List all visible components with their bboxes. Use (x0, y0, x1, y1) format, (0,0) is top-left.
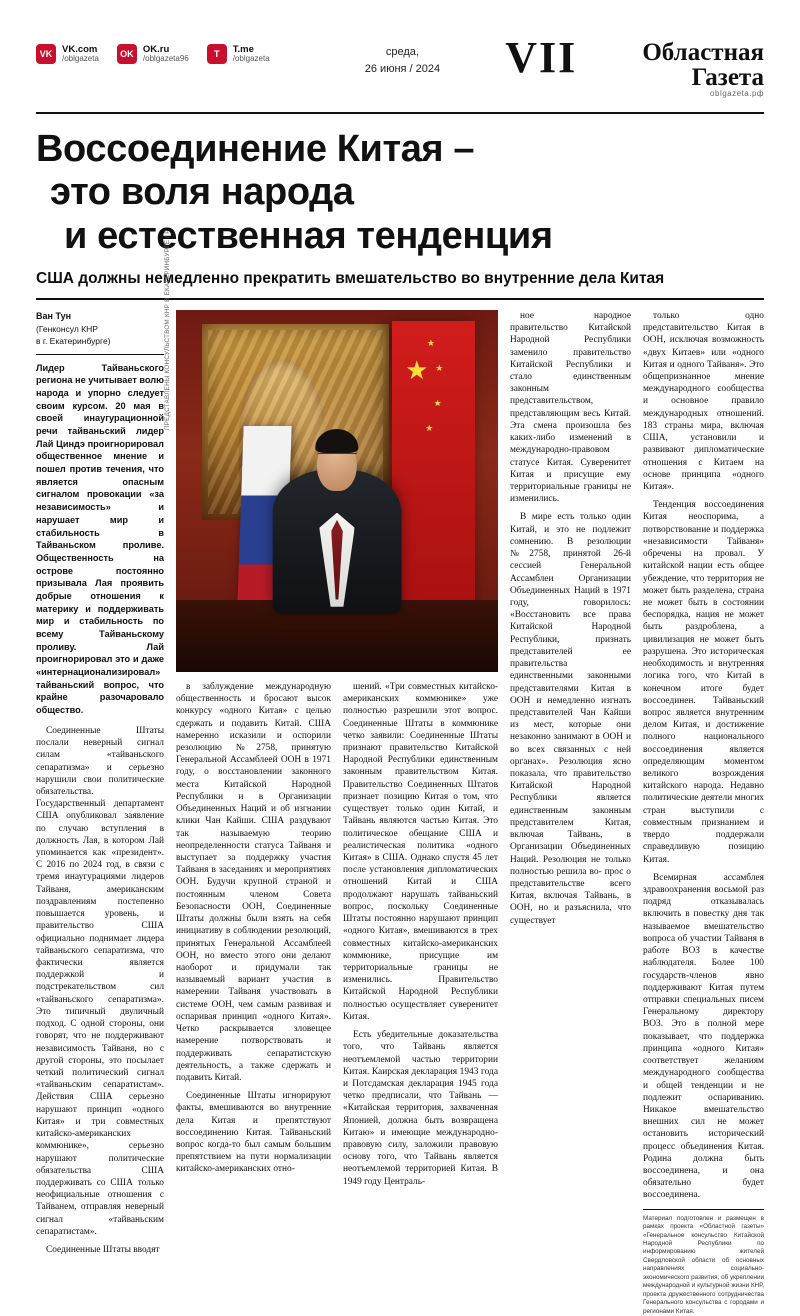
column-1-text (36, 725, 164, 1256)
social-ok-handle: /oblgazeta96 (142, 53, 189, 63)
footnote: Материал подготовлен и размещен в рамках проекта «Областной газеты» «Генеральное консульство Китайской Народной Республики по информированию жителей Свердловской области об основных направлениях социально-экономического развития, об укреплении международной и культурной жизни КНР, проекта дружественного сотрудничества Генерального консульства с городами и регионами Китая. (643, 1214, 764, 1315)
brand-logo (642, 40, 764, 98)
column-5-wrap (643, 310, 764, 1316)
social-telegram-name: T.me (232, 43, 254, 55)
china-flag (392, 321, 476, 632)
social-telegram-handle: /oblgazeta (232, 53, 270, 63)
footnote-divider (643, 1209, 764, 1210)
social-links (36, 40, 270, 64)
article-lead: Лидер Тайваньского региона не учитывает волю народа и упорно следует своим курсом. 20 мая в своей инаугурационной речи тайваньский лидер Лай Циндэ проигнорировал общественное мнение и пошел против течения, что является опасным сигналом провокации «за независимость» и нарушает мир и стабильность в Тайваньском проливе. Общественность на острове постоянно призывала Лая проявить добрые отношения к материку и поддерживать мир и стабильность по всему Тайваньскому проливу. Лай проигнорировал это и даже «интернационализировал» тайваньский вопрос, что крайне разочаровало общество. (36, 362, 164, 716)
column-2-text (176, 681, 331, 1194)
star-icon: ★ (426, 338, 435, 349)
star-icon: ★ (435, 363, 444, 374)
article-photo (176, 310, 498, 672)
masthead (0, 0, 800, 106)
byline-role-2: в г. Екатеринбурге) (36, 336, 111, 347)
social-vk-name: VK.com (62, 43, 98, 55)
paragraph: Соединенные Штаты игнорируют факты, вмешиваются во внутренние дела Китая и препятствуют воссоединению Китая. Тайваньский вопрос когда-то был самым большим препятствием на пути нормализации китайско-американских отно- (176, 1091, 331, 1175)
ok-icon: OK (117, 44, 137, 64)
social-vk-handle: /oblgazeta (62, 53, 99, 63)
vk-icon: VK (36, 44, 56, 64)
paragraph: Есть убедительные доказательства того, что Тайвань является неотъемлемой частью территории Китая. Каирская декларация 1943 года и Потсдамская декларация 1945 года четко предписали, что Тайвань — «Китайская территория, захваченная Японией, должна быть возвращена Китаю» и имеющие международно-правовую силу, заложили правовую основу того, что Тайвань является неотъемлемой территорией Китая. В 1949 году Централь- (343, 1030, 498, 1187)
page-number: VII (505, 33, 578, 82)
social-link-vk[interactable] (36, 44, 99, 64)
paragraph: шений. «Три совместных китайско-американских коммюнике» уже полностью разрешили этот вопрос. Соединенные Штаты в коммюнике четко заявили: Соединенные Штаты признают правительство Китайской Народной Республики единственным законным правительством Китая. Правительство Соединенных Штатов признает позицию Китая о том, что существует только один Китай, и Тайвань являются частью Китая. Это политическое обещание США и реалистическая политика «одного Китая» в США. Однако спустя 45 лет после установления дипломатических отношений Китай и США продолжают нарушать тайваньский вопрос, поскольку Соединенные Штаты постоянно нарушают принцип «одного Китая», вмешиваются в трех совместных китайско-американских коммюнике, присущие им территориальные границы не изменились. Правительство Китайской Народной Республики полностью осуществляет суверенитет Китая. (343, 681, 498, 1022)
left-column (36, 310, 164, 1316)
column-4-text (510, 310, 631, 1316)
brand-website: oblgazeta.рф (710, 89, 764, 98)
page-title (0, 114, 800, 258)
paragraph: Всемирная ассамблея здравоохранения восьмой раз подряд отказывалась включить в повестку дня так называемое вмешательство вопроса об участии Тайваня в работе ВОЗ в качестве наблюдателя. Более 100 государств-членов явно поддерживают Китая путем отправки специальных писем Генеральному директору ВОЗ. Это в полной мере показывает, что поддержка принципа «одного Китая» соответствует желаниям международного сообщества и общей тенденции и не подлежит оспариванию. Никакое вмешательство внешних сил не может остановить исторический процесс объединения Китая. Родина должна быть воссоединена, и она обязательно будет воссоединена. (643, 872, 764, 1201)
column-5-text (643, 310, 764, 1202)
byline (36, 310, 164, 348)
social-ok-name: OK.ru (142, 43, 170, 55)
social-link-telegram[interactable] (207, 44, 270, 64)
social-link-ok[interactable] (117, 44, 189, 64)
paragraph: только одно представительство Китая в ООН, исключая возможность «двух Китаев» или «одного Китая и одного Тайваня». Это общепризнанное мнение международного сообщества и основное правило международных отношений. 183 страны мира, включая США, установили и развивают дипломатические отношения с Китаем на основе принципа «одного Китая». (643, 310, 764, 492)
byline-divider (36, 354, 164, 355)
glasses-icon (318, 453, 357, 463)
photo-credit: ПРЕДСТАВЛЕНЫ КОНСУЛЬСТВОМ КНР В ЕКАТЕРИНБУРГЕ / Р (164, 229, 171, 430)
paragraph: в заблуждение международную общественность и бросают высок конкурсу «одного Китая» с целью сдержать и подавить Китай. США намеренно исказили и оспорили резолюцию №2758, принятую Генеральной Ассамблеей ООН в 1971 году, о восстановлении законного места Китайской Народной Республики и в Организации Объединенных Наций и об изгнании клики Чан Кайши. США раздувают так называемую теорию неопределенности статуса Тайваня и выступает за поддержку участия Тайваня в заседаниях и мероприятиях ООН. Будучи крупной страной и постоянным членом Совета Безопасности ООН, Соединенные Штаты должны были взять на себя инициативу в соблюдении резолюций, принятых Генеральной Ассамблеей ООН, но вместо этого они делают наоборот и придумали так называемый вариант участия в намерении Тайваня участвовать в системе ООН, чем самым развивая и оспаривая принцип «одного Китая». Четко раскрывается зловещее намерение потворствовать и поддерживать сепаратистскую деятельность, а также сдержать и подавить Китай. (176, 681, 331, 1083)
byline-role-1: (Генконсул КНР (36, 323, 98, 334)
brand-line-1: Областная (642, 39, 764, 66)
headline-line-1: Воссоединение Китая – (36, 128, 475, 170)
brand-line-2: Газета (691, 64, 764, 91)
star-icon: ★ (425, 422, 434, 433)
right-column (510, 310, 764, 1316)
paragraph: ное народное правительство Китайской Народной Республики заменило правительство Китайской Республики и стало единственным законным представительством, представляющим весь Китай. Эта смена произошла без каких-либо изменений в международно-правовом статусе Китая. Суверенитет Китая и присущие ему территориальные границы не изменились. (510, 310, 631, 505)
paragraph: Соединенные Штаты вводят (46, 1245, 160, 1256)
headline-line-2: это воля народа (50, 171, 354, 214)
star-icon: ★ (433, 397, 442, 408)
subheadline: США должны немедленно прекратить вмешательство во внутренние дела Китая (36, 269, 665, 287)
issue-date-value: 26 июня / 2024 (364, 62, 441, 75)
issue-weekday: среда, (385, 46, 419, 58)
column-3-text (343, 681, 498, 1194)
byline-name: Ван Тун (36, 310, 72, 321)
paragraph: Соединенные Штаты послали неверный сигнал силам «тайваньского сепаратизма» и серьезно нарушили свои политические обязательства. Государственный департамент США опубликовал заявление по случаю вступления в должность Лая, в котором Лай упоминается как «президент». С 2016 по 2024 год, в связи с тремя инаугурациями лидеров Тайваня, американским поздравлениям постепенно повышается уровень, и правительство США официально поднимает лидера тайваньского сепаратизма, что фактически является поддержкой и подстрекательством сил «тайваньского сепаратизма». Это типичный двуличный подход. С одной стороны, они говорят, что не поддерживают независимость Тайваня, но с другой стороны, это посылает четкий политический сигнал «тайваньским сепаратистам». Действия США серьезно нарушают принцип «одного Китая» и три совместных китайско-американских коммюнике», серьезно нарушают политические обязательства США поддерживать со США только неофициальные отношения с Тайванем, отправляя неверный сигнал «тайваньским сепаратистам». (36, 725, 164, 1237)
issue-date (365, 40, 440, 77)
headline-line-3: и естественная тенденция (64, 214, 553, 257)
star-icon: ★ (405, 356, 429, 386)
paragraph: В мире есть только один Китай, и это не подлежит сомнению. В резолюции №2758, принятой 26-й сессией Генеральной Ассамблеи Организации Объединенных Наций в 1971 году, говорилось: «Восстановить все права Китайской Народной Республики, признать представителей ее правительства единственными законными представителями Китая в ООН и немедленно изгнать представителей Чан Кайши из мест, которые они незаконно занимают в ООН и во всех связанных с ней органах». Резолюция ясно показала, что правительство Китайской Народной Республики является единственным законным представителем Китая, включая Тайвань, в Организации Объединенных Наций. Резолюция не только полностью решила во- прос о представительстве всего Китая, включая Тайвань, в ООН, но и разъяснила, что существует (510, 512, 631, 926)
telegram-icon: T (207, 44, 227, 64)
paragraph: Тенденция воссоединения Китая неоспорима, а потворствование и поддержка «независимости Тайваня» обречены на провал. У китайской нации есть общее убеждение, что территория не может быть разделена, страна не может быть в состоянии беспорядка, нация не может быть раздроблена, а цивилизация не может быть разрушена. Это историческая необходимость и внутренняя логика того, что Китай в конечном итоге будет воссоединен. Тайваньский вопрос является внутренним делом Китая, и достижение полного национального воссоединения является определяющим моментом великого возрождения китайского народа. Недавно политические деятели многих стран выступили с совместным признанием и твердо поддержали справедливую позицию Китая. (643, 500, 764, 865)
